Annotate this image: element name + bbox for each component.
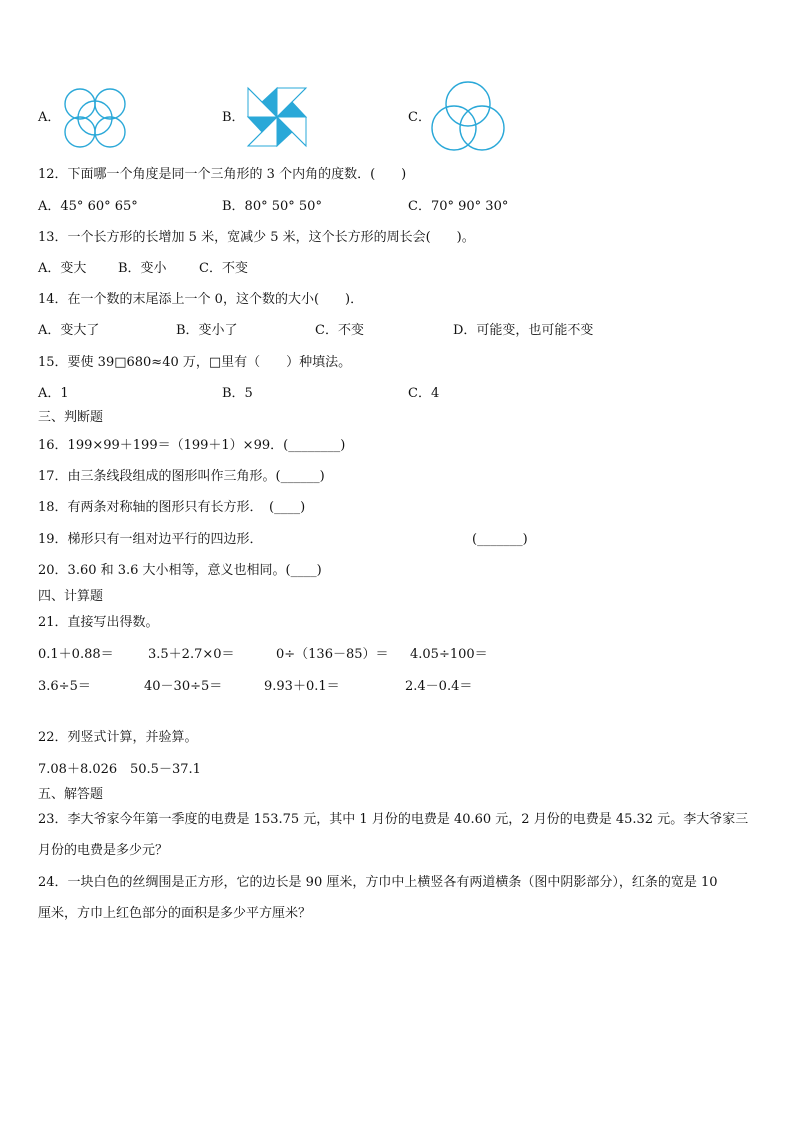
- q12-option-b: B．80° 50° 50°: [222, 199, 322, 214]
- q22-expression: 7.08＋8.026: [38, 762, 118, 777]
- q13-option-c: C．不变: [199, 261, 248, 276]
- q14-option-a: A．变大了: [38, 323, 100, 338]
- section-4-heading: 四、计算题: [38, 589, 104, 604]
- q14-option-d: D．可能变，也可能不变: [453, 323, 594, 338]
- q13-option-b: B．变小: [118, 261, 167, 276]
- q17: 17．由三条线段组成的图形叫作三角形。(______): [38, 469, 325, 484]
- option-c-label: C．: [408, 110, 431, 125]
- q14-option-c: C．不变: [315, 323, 364, 338]
- section-5-heading: 五、解答题: [38, 787, 104, 802]
- q21-expression: 3.5＋2.7×0＝: [148, 647, 235, 662]
- q21-expression: 9.93＋0.1＝: [264, 679, 340, 694]
- q23-line-1: 23．李大爷家今年第一季度的电费是 153.75 元，其中 1 月份的电费是 40.60 元，2 月份的电费是 45.32 元。李大爷家三: [38, 812, 749, 827]
- q19: 19．梯形只有一组对边平行的四边形．: [38, 532, 263, 547]
- q20: 20．3.60 和 3.6 大小相等，意义也相同。(____): [38, 563, 322, 578]
- option-b-label: B．: [222, 110, 245, 125]
- q12-question: 12．下面哪一个角度是同一个三角形的 3 个内角的度数．( ): [38, 167, 407, 182]
- q22-expression: 50.5－37.1: [130, 762, 201, 777]
- q15-option-c: C．4: [408, 386, 440, 401]
- q23-line-2: 月份的电费是多少元？: [38, 843, 169, 858]
- q21-expression: 3.6÷5＝: [38, 679, 91, 694]
- q21-title: 21．直接写出得数。: [38, 615, 159, 630]
- q19-answer-blank: (_______): [472, 532, 528, 547]
- q24-line-2: 厘米，方巾上红色部分的面积是多少平方厘米？: [38, 906, 312, 921]
- q16: 16．199×99＋199＝（199＋1）×99．(________): [38, 438, 346, 453]
- q21-expression: 4.05÷100＝: [410, 647, 488, 662]
- q15-option-a: A．1: [38, 386, 69, 401]
- option-a-label: A．: [38, 110, 61, 125]
- q14-option-b: B．变小了: [176, 323, 238, 338]
- q21-expression: 40－30÷5＝: [144, 679, 223, 694]
- trefoil-icon: [428, 78, 508, 156]
- q21-expression: 0÷（136－85）＝: [276, 647, 389, 662]
- q18: 18．有两条对称轴的图形只有长方形． (____): [38, 500, 306, 515]
- q14-question: 14．在一个数的末尾添上一个 0，这个数的大小( )．: [38, 292, 364, 307]
- q22-title: 22．列竖式计算，并验算。: [38, 730, 198, 745]
- four-circle-flower-icon: [60, 86, 130, 150]
- q15-question: 15．要使 39□680≈40 万，□里有（ ）种填法。: [38, 355, 352, 370]
- pinwheel-icon: [246, 86, 308, 148]
- section-3-heading: 三、判断题: [38, 410, 104, 425]
- q21-expression: 2.4－0.4＝: [405, 679, 473, 694]
- q12-option-a: A．45° 60° 65°: [38, 199, 138, 214]
- q12-option-c: C．70° 90° 30°: [408, 199, 509, 214]
- q15-option-b: B．5: [222, 386, 253, 401]
- q21-expression: 0.1＋0.88＝: [38, 647, 114, 662]
- q13-question: 13．一个长方形的长增加 5 米，宽减少 5 米，这个长方形的周长会( )。: [38, 230, 475, 245]
- q24-line-1: 24．一块白色的丝绸围是正方形，它的边长是 90 厘米，方巾中上横竖各有两道横条（图中阴影部分），红条的宽是 10: [38, 875, 718, 890]
- q13-option-a: A．变大: [38, 261, 87, 276]
